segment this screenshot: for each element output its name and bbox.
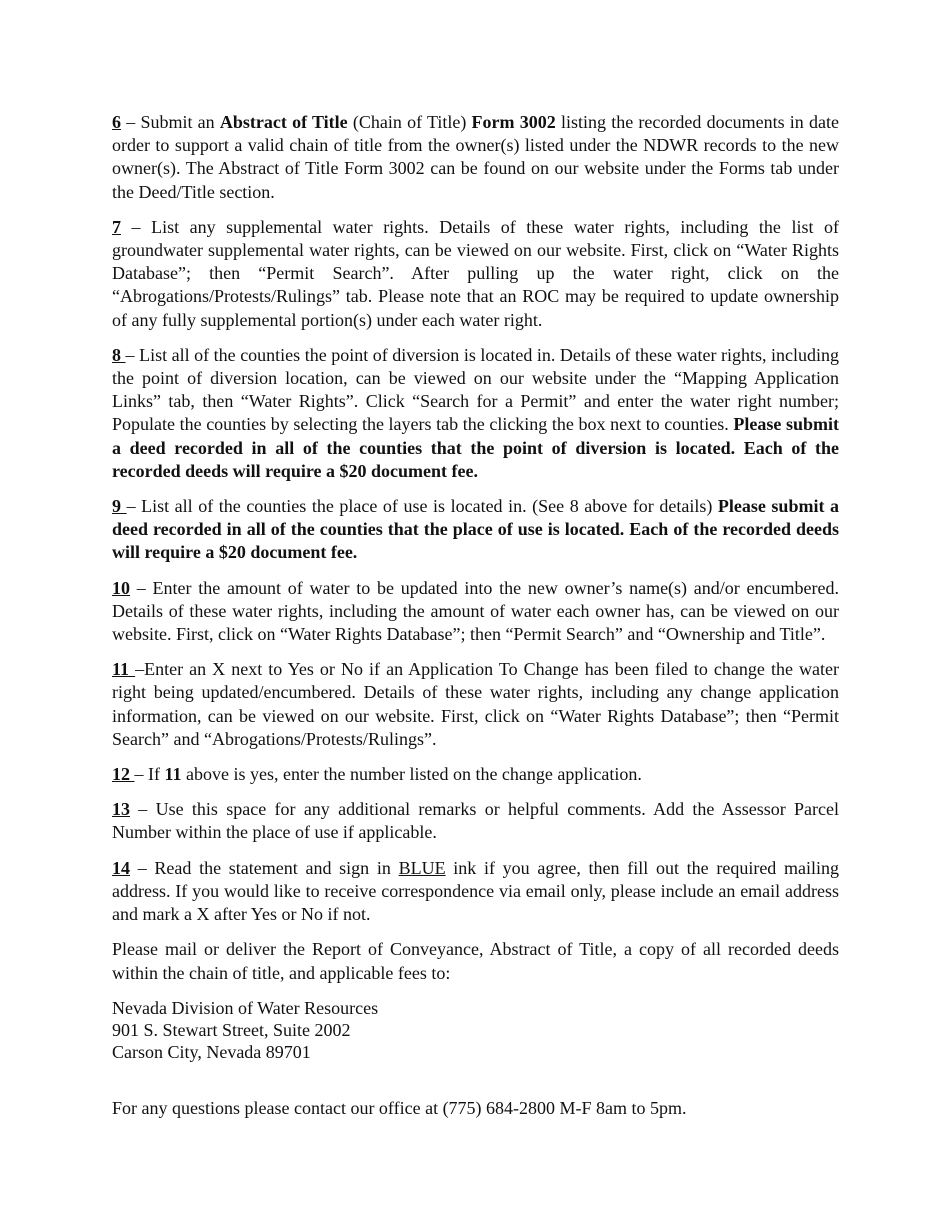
instruction-item-7: 7 – List any supplemental water rights. Details of these water rights, including the list of groundwater supplemental water rights, can be viewed on our website. First, click on “Water Rights Database”; then “Permit Search”. After pulling up the water right, click on the “Abrogations/Protests/Rulings” tab. Please note that an ROC may be required to update ownership of any fully supplemental portion(s) under each water right. [112, 216, 839, 330]
item-number: 12 [112, 764, 135, 785]
item-number: 8 [112, 344, 126, 365]
contact-info: For any questions please contact our office at (775) 684-2800 M-F 8am to 5pm. [112, 1097, 687, 1118]
mail-instructions: Please mail or deliver the Report of Conveyance, Abstract of Title, a copy of all recorded deeds within the chain of title, and applicable fees to: [112, 939, 839, 983]
instruction-item-9: 9 – List all of the counties the place of use is located in. (See 8 above for details) Please submit a deed recorded in all of the counties that the place of use is located. Each of the recorded deeds will require a $20 document fee. [112, 496, 839, 563]
item-number: 13 [112, 799, 130, 820]
item-number: 14 [112, 857, 130, 878]
item-number: 10 [112, 577, 130, 598]
instruction-item-10: 10 – Enter the amount of water to be updated into the new owner’s name(s) and/or encumbered. Details of these water rights, including the amount of water each owner has, can be viewed on our website. First, click on “Water Rights Database”; then “Permit Search” and “Ownership and Title”. [112, 577, 839, 645]
item-number: 9 [112, 496, 127, 517]
address-line-3: Carson City, Nevada 89701 [112, 1041, 311, 1062]
address-line-1: Nevada Division of Water Resources [112, 997, 379, 1018]
instructions-page [112, 111, 839, 1132]
item-number: 6 [112, 112, 121, 132]
instruction-item-14: 14 – Read the statement and sign in BLUE ink if you agree, then fill out the required mailing address. If you would like to receive correspondence via email only, please include an email address and mark a X after Yes or No if not. [112, 857, 839, 925]
instruction-item-12: 12 – If 11 above is yes, enter the number listed on the change application. [112, 764, 642, 785]
address-line-2: 901 S. Stewart Street, Suite 2002 [112, 1019, 351, 1040]
item-number: 7 [112, 216, 121, 237]
mailing-address [112, 997, 839, 1063]
instruction-item-13: 13 – Use this space for any additional remarks or helpful comments. Add the Assessor Parcel Number within the place of use if applicable. [112, 799, 839, 843]
instruction-item-11: 11 –Enter an X next to Yes or No if an Application To Change has been filed to change the water right being updated/encumbered. Details of these water rights, including any change application information, can be viewed on our website. First, click on “Water Rights Database”; then “Permit Search” and “Abrogations/Protests/Rulings”. [112, 659, 839, 749]
instruction-item-6: 6 – Submit an Abstract of Title (Chain of Title) Form 3002 listing the recorded documents in date order to support a valid chain of title from the owner(s) listed under the NDWR records to the new owner(s). The Abstract of Title Form 3002 can be found on our website under the Forms tab under the Deed/Title section. [112, 112, 839, 202]
instruction-item-8: 8 – List all of the counties the point of diversion is located in. Details of these water rights, including the point of diversion location, can be viewed on our website under the “Mapping Application Links” tab, then “Water Rights”. Click “Search for a Permit” and enter the water right number; Populate the counties by selecting the layers tab the clicking the box next to counties. Please submit a deed recorded in all of the counties that the point of diversion is located. Each of the recorded deeds will require a $20 document fee. [112, 344, 840, 481]
item-number: 11 [112, 659, 136, 680]
